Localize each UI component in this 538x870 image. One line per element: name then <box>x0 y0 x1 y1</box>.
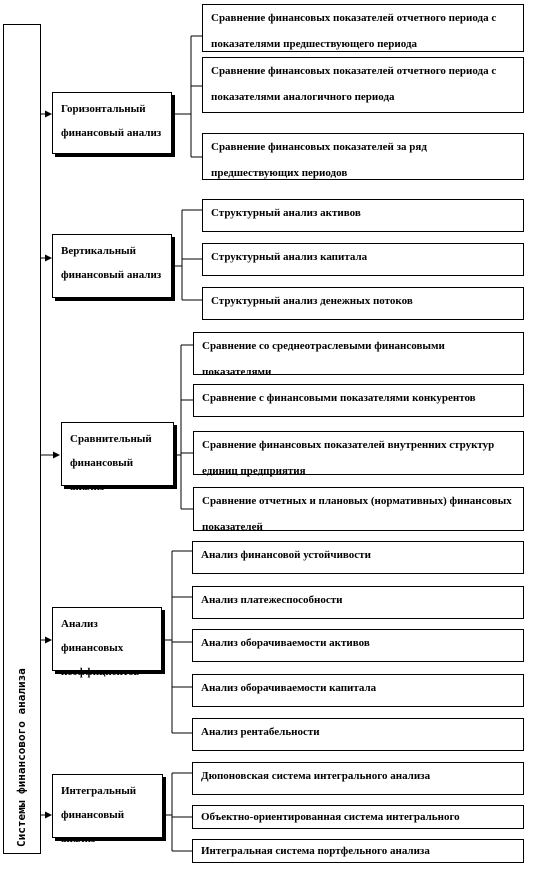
item-horizontal-3: Сравнение финансовых показателей за ряд предшествующих периодов <box>202 133 524 180</box>
item-comparative-2: Сравнение с финансовыми показателями конкурентов <box>193 384 524 417</box>
category-comparative: Сравнительный финансовый анализ <box>61 422 174 486</box>
item-ratios-3: Анализ оборачиваемости активов <box>192 629 524 662</box>
item-ratios-2: Анализ платежеспособности <box>192 586 524 619</box>
category-integral: Интегральный финансовый анализ <box>52 774 163 838</box>
item-vertical-2: Структурный анализ капитала <box>202 243 524 276</box>
item-integral-1: Дюпоновская система интегрального анализа <box>192 762 524 795</box>
item-vertical-3: Структурный анализ денежных потоков <box>202 287 524 320</box>
item-horizontal-2: Сравнение финансовых показателей отчетного периода с показателями аналогичного периода <box>202 57 524 113</box>
system-label: Системы финансового анализа <box>15 668 28 847</box>
item-vertical-1: Структурный анализ активов <box>202 199 524 232</box>
item-comparative-4: Сравнение отчетных и плановых (нормативных) финансовых показателей <box>193 487 524 531</box>
category-horizontal: Горизонтальный финансовый анализ <box>52 92 172 154</box>
item-ratios-5: Анализ рентабельности <box>192 718 524 751</box>
system-label-box <box>3 24 41 854</box>
item-horizontal-1: Сравнение финансовых показателей отчетного периода с показателями предшествующего периода <box>202 4 524 52</box>
category-vertical: Вертикальный финансовый анализ <box>52 234 172 298</box>
item-ratios-4: Анализ оборачиваемости капитала <box>192 674 524 707</box>
item-comparative-1: Сравнение со среднеотраслевыми финансовыми показателями <box>193 332 524 375</box>
item-ratios-1: Анализ финансовой устойчивости <box>192 541 524 574</box>
item-comparative-3: Сравнение финансовых показателей внутренних структур единиц предприятия <box>193 431 524 475</box>
item-integral-3: Интегральная система портфельного анализа <box>192 839 524 863</box>
category-ratios: Анализ финансовых коэффициентов <box>52 607 162 671</box>
item-integral-2: Объектно-ориентированная система интегрального <box>192 805 524 829</box>
